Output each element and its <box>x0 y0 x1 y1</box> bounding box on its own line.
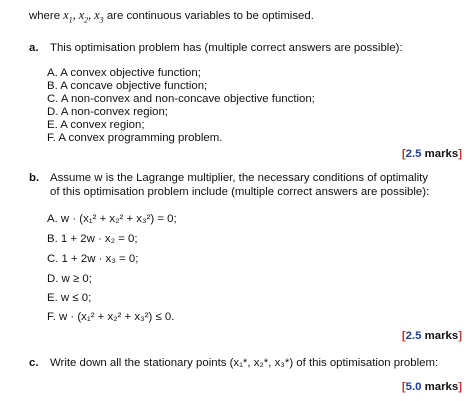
question-a-letter: a. <box>29 42 39 54</box>
question-a-option-c: C. A non-convex and non-concave objective function; <box>47 93 315 105</box>
question-a-option-e: E. A convex region; <box>47 119 145 131</box>
question-b-option-d: D. w ≥ 0; <box>47 273 92 285</box>
question-b-option-e: E. w ≤ 0; <box>47 292 92 304</box>
intro-rest: are continuous variables to be optimised. <box>103 10 314 22</box>
question-c-marks-value: 5.0 <box>405 381 422 393</box>
question-c-marks: [5.0 marks] <box>401 381 462 393</box>
question-b-marks-word: marks <box>421 330 459 342</box>
question-b-prompt-line1: Assume w is the Lagrange multiplier, the necessary conditions of optimality <box>50 172 428 184</box>
intro-line <box>29 8 314 24</box>
question-a-option-d: D. A non-convex region; <box>47 106 168 118</box>
question-a-option-f: F. A convex programming problem. <box>47 132 223 144</box>
intro-prefix: where <box>29 10 64 22</box>
question-a-marks-word: marks <box>421 148 459 160</box>
question-b-marks: [2.5 marks] <box>401 330 462 342</box>
question-b-letter: b. <box>29 172 40 184</box>
question-b-option-b: B. 1 + 2w · x₂ = 0; <box>47 233 138 245</box>
question-c-prompt: Write down all the stationary points (x₁*, x₂*, x₃*) of this optimisation problem: <box>50 357 439 369</box>
question-b-option-f: F. w · (x₁² + x₂² + x₃²) ≤ 0. <box>47 311 175 323</box>
question-b-prompt-line2: of this optimisation problem include (multiple correct answers are possible): <box>50 186 430 198</box>
question-b-marks-value: 2.5 <box>405 330 422 342</box>
question-a-option-a: A. A convex objective function; <box>47 67 201 79</box>
question-a-prompt: This optimisation problem has (multiple correct answers are possible): <box>50 42 403 54</box>
question-a-option-b: B. A concave objective function; <box>47 80 208 92</box>
question-a-marks: [2.5 marks] <box>401 148 462 160</box>
question-a-marks-value: 2.5 <box>405 148 422 160</box>
intro-variables: $x_1$, $x_2$, $x_3$ <box>63 8 104 25</box>
question-c-letter: c. <box>29 357 39 369</box>
question-b-option-c: C. 1 + 2w · x₃ = 0; <box>47 253 139 265</box>
question-c-marks-word: marks <box>421 381 459 393</box>
question-b-option-a: A. w · (x₁² + x₂² + x₃²) = 0; <box>47 213 177 225</box>
